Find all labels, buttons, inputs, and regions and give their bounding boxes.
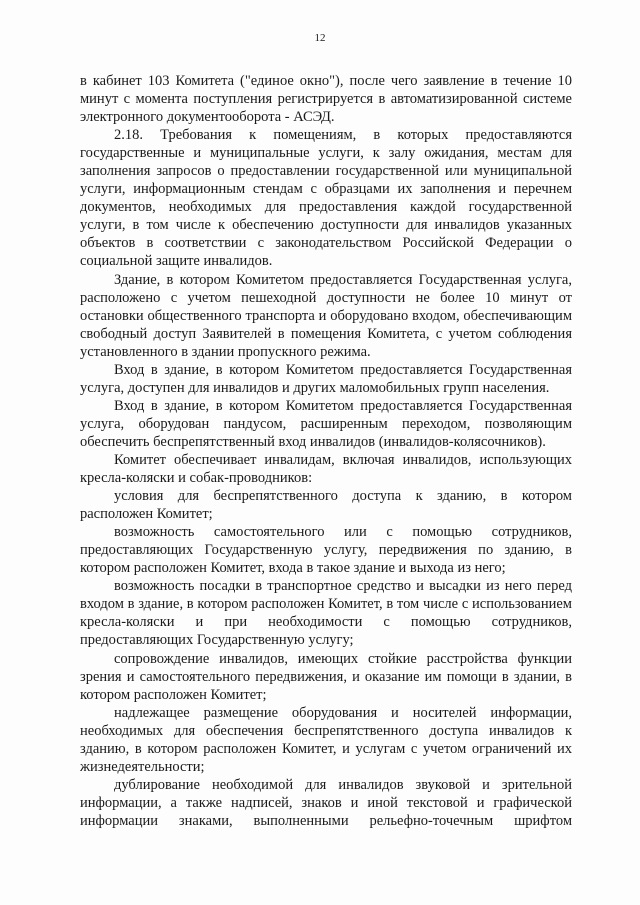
paragraph-entrance-ramp: Вход в здание, в котором Комитетом предоставляется Государственная услуга, оборудован пандусом, расширенным переходом, позволяющим обеспечить беспрепятственный вход инвалидов (инвалидов-колясочников). bbox=[80, 397, 572, 450]
list-item-movement: возможность самостоятельного или с помощью сотрудников, предоставляющих Государственную услугу, передвижения по зданию, в котором расположен Комитет, входа в такое здание и выхода из него; bbox=[80, 524, 572, 577]
list-item-transport-boarding: возможность посадки в транспортное средство и высадки из него перед входом в здание, в котором расположен Комитет, в том числе с использованием кресла-коляски и при необходимости с помощью сотрудников, предоставляющих Государственную услугу; bbox=[80, 578, 572, 649]
paragraph-building-location: Здание, в котором Комитетом предоставляется Государственная услуга, расположено с учетом пешеходной доступности не более 10 минут от остановки общественного транспорта и оборудовано входом, обеспечивающим свободный доступ Заявителей в помещения Комитета, с учетом соблюдения установленного в здании пропускного режима. bbox=[80, 271, 572, 360]
paragraph-section-2-18: 2.18. Требования к помещениям, в которых предоставляются государственные и муниципальные услуги, к залу ожидания, местам для заполнения запросов о предоставлении государственной или муниципальной услуги, информационным стендам с образцами их заполнения и перечнем документов, необходимых для предоставления каждой государственной услуги, в том числе к обеспечению доступности для инвалидов указанных объектов в соответствии с законодательством Российской Федерации о социальной защите инвалидов. bbox=[80, 127, 572, 270]
list-item-equipment-placement: надлежащее размещение оборудования и носителей информации, необходимых для обеспечения беспрепятственного доступа инвалидов к зданию, в котором расположен Комитет, и услугам с учетом ограничений их жизнедеятельности; bbox=[80, 704, 572, 775]
list-item-access-conditions: условия для беспрепятственного доступа к зданию, в котором расположен Комитет; bbox=[80, 488, 572, 523]
document-body bbox=[80, 72, 572, 830]
list-item-escort: сопровождение инвалидов, имеющих стойкие расстройства функции зрения и самостоятельного передвижения, и оказание им помощи в здании, в котором расположен Комитет; bbox=[80, 650, 572, 703]
page-number: 12 bbox=[314, 32, 326, 44]
paragraph-committee-provides: Комитет обеспечивает инвалидам, включая инвалидов, использующих кресла-коляски и собак-проводников: bbox=[80, 451, 572, 487]
paragraph-entrance-accessible: Вход в здание, в котором Комитетом предоставляется Государственная услуга, доступен для инвалидов и других маломобильных групп населения. bbox=[80, 361, 572, 396]
paragraph-continuation: в кабинет 103 Комитета ("единое окно"), после чего заявление в течение 10 минут с момента поступления регистрируется в автоматизированной системе электронного документооборота - АСЭД. bbox=[80, 73, 572, 126]
list-item-information-duplication: дублирование необходимой для инвалидов звуковой и зрительной информации, а также надписей, знаков и иной текстовой и графической информации знаками, выполненными рельефно-точечным шрифтом bbox=[80, 776, 572, 829]
